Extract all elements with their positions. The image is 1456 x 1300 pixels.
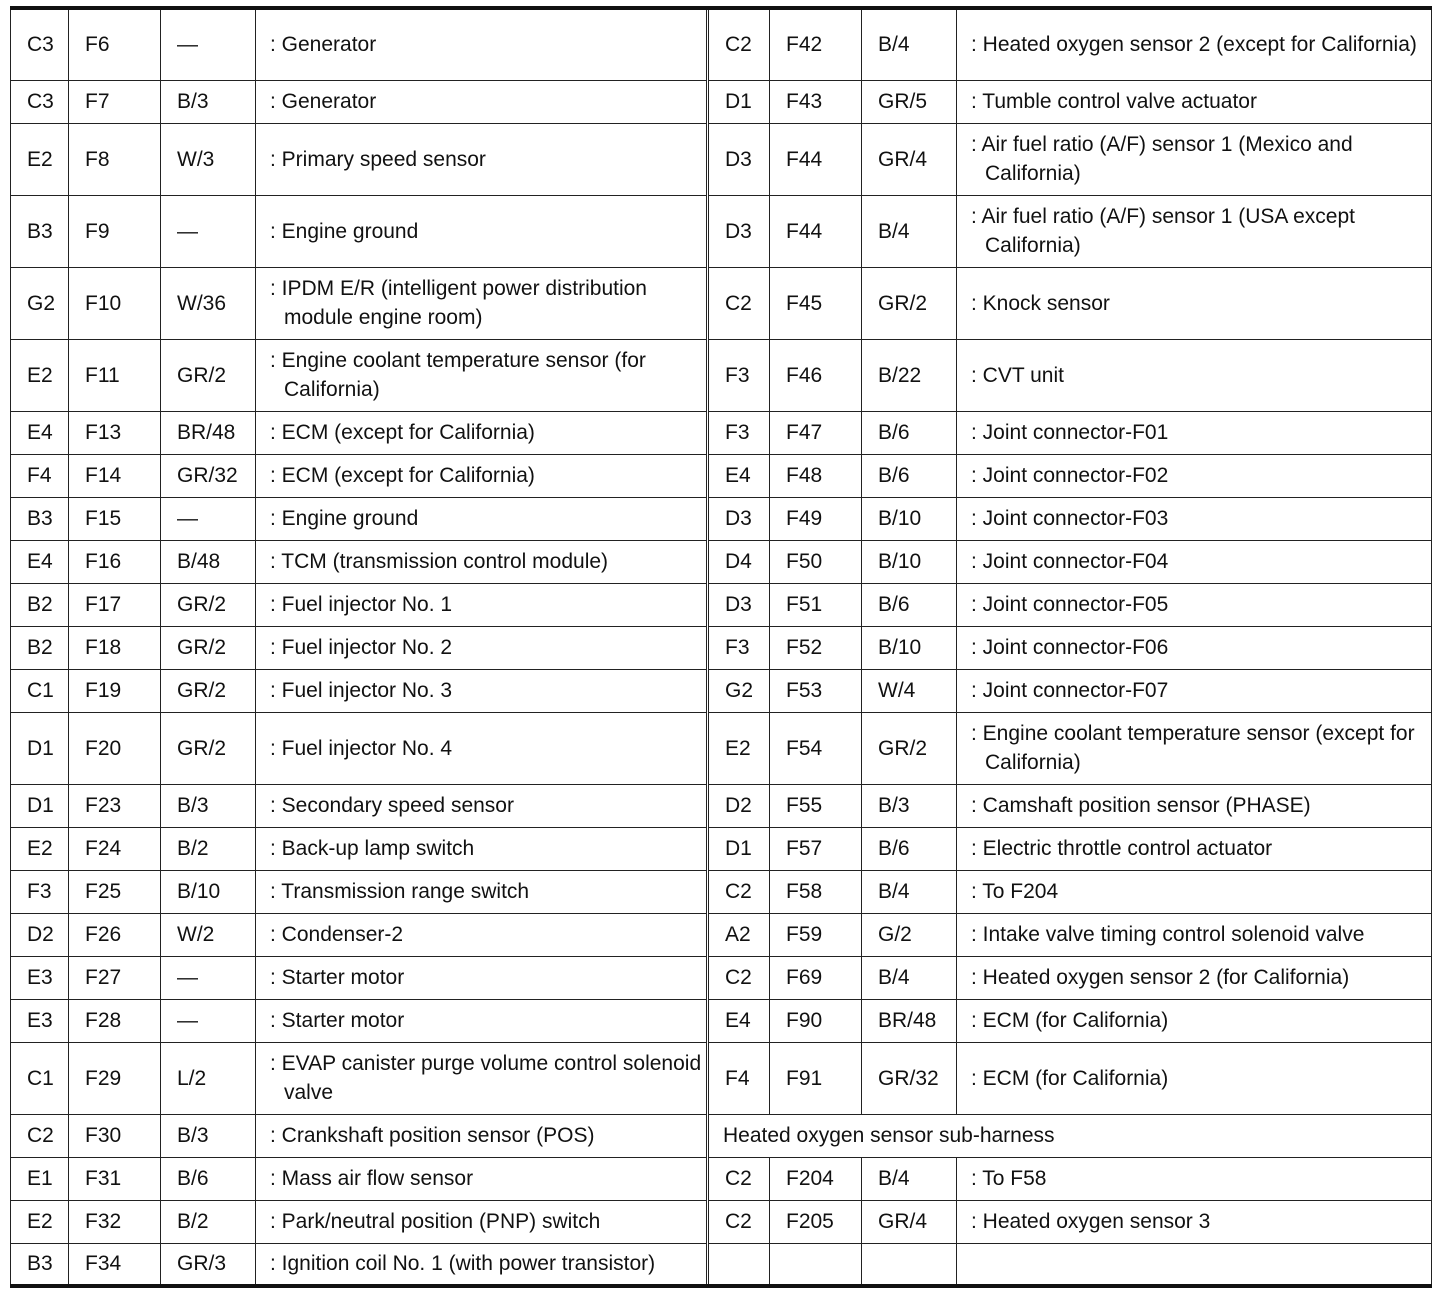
- left-connector-color-pins: —: [161, 999, 256, 1042]
- right-description-text: : Heated oxygen sensor 2 (for California): [971, 966, 1350, 989]
- left-connector-color-pins: —: [161, 195, 256, 267]
- right-connector-color-pins: GR/4: [862, 1200, 957, 1243]
- left-connector-color-pins: GR/2: [161, 669, 256, 712]
- right-description-text: : CVT unit: [971, 363, 1064, 387]
- left-grid-cell: G2: [11, 267, 69, 339]
- table-row: [11, 784, 1432, 827]
- left-connector-description: [256, 1200, 708, 1243]
- left-connector-number: F16: [69, 540, 161, 583]
- left-grid-cell: F4: [11, 454, 69, 497]
- left-grid-cell: F3: [11, 870, 69, 913]
- right-grid-cell: C2: [708, 1200, 770, 1243]
- right-grid-cell: C2: [708, 956, 770, 999]
- table-row: [11, 999, 1432, 1042]
- right-connector-color-pins: B/4: [862, 8, 957, 80]
- left-description-text: : Engine ground: [270, 219, 419, 243]
- left-connector-description: [256, 411, 708, 454]
- left-connector-description: [256, 80, 708, 123]
- left-connector-number: F9: [69, 195, 161, 267]
- left-grid-cell: E2: [11, 123, 69, 195]
- left-connector-description: [256, 712, 708, 784]
- right-description-text: : Camshaft position sensor (PHASE): [971, 794, 1311, 817]
- right-connector-description: [957, 669, 1432, 712]
- left-connector-color-pins: B/6: [161, 1157, 256, 1200]
- right-connector-description: [957, 626, 1432, 669]
- table-row: [11, 1157, 1432, 1200]
- right-connector-color-pins: B/4: [862, 195, 957, 267]
- table-row: [11, 583, 1432, 626]
- left-connector-color-pins: L/2: [161, 1042, 256, 1114]
- left-connector-description: [256, 827, 708, 870]
- left-connector-color-pins: B/2: [161, 827, 256, 870]
- left-grid-cell: C3: [11, 8, 69, 80]
- left-connector-number: F23: [69, 784, 161, 827]
- left-connector-color-pins: —: [161, 497, 256, 540]
- left-connector-color-pins: GR/2: [161, 626, 256, 669]
- right-description-text: : Air fuel ratio (A/F) sensor 1 (USA except California): [971, 205, 1355, 257]
- table-row: [11, 411, 1432, 454]
- left-connector-color-pins: GR/2: [161, 712, 256, 784]
- right-grid-cell: C2: [708, 870, 770, 913]
- left-connector-color-pins: B/2: [161, 1200, 256, 1243]
- table-row: [11, 8, 1432, 80]
- left-connector-description: [256, 1114, 708, 1157]
- left-grid-cell: B3: [11, 1243, 69, 1286]
- table-row: [11, 540, 1432, 583]
- left-connector-color-pins: B/48: [161, 540, 256, 583]
- right-description-text: : Knock sensor: [971, 291, 1110, 315]
- right-grid-cell: D1: [708, 827, 770, 870]
- right-grid-cell: C2: [708, 1157, 770, 1200]
- left-connector-number: F31: [69, 1157, 161, 1200]
- left-connector-number: F10: [69, 267, 161, 339]
- right-connector-number: [770, 1243, 862, 1286]
- table-row: [11, 669, 1432, 712]
- right-connector-number: F69: [770, 956, 862, 999]
- left-grid-cell: C2: [11, 1114, 69, 1157]
- left-description-text: : Secondary speed sensor: [270, 794, 514, 817]
- left-connector-number: F8: [69, 123, 161, 195]
- left-connector-number: F32: [69, 1200, 161, 1243]
- right-grid-cell: D2: [708, 784, 770, 827]
- left-connector-description: [256, 339, 708, 411]
- left-connector-description: [256, 123, 708, 195]
- right-description-text: : Joint connector-F03: [971, 507, 1169, 530]
- right-connector-description: [957, 540, 1432, 583]
- left-connector-description: [256, 626, 708, 669]
- right-grid-cell: E4: [708, 454, 770, 497]
- left-connector-description: [256, 497, 708, 540]
- right-description-text: : Electric throttle control actuator: [971, 837, 1273, 860]
- table-row: [11, 1200, 1432, 1243]
- right-connector-color-pins: B/4: [862, 956, 957, 999]
- left-connector-description: [256, 669, 708, 712]
- table-row: [11, 712, 1432, 784]
- left-connector-color-pins: —: [161, 8, 256, 80]
- right-grid-cell: D3: [708, 195, 770, 267]
- right-connector-description: [957, 999, 1432, 1042]
- right-description-text: : ECM (for California): [971, 1066, 1169, 1090]
- right-connector-description: [957, 784, 1432, 827]
- right-connector-number: F54: [770, 712, 862, 784]
- table-row: [11, 827, 1432, 870]
- right-connector-color-pins: GR/32: [862, 1042, 957, 1114]
- left-connector-number: F27: [69, 956, 161, 999]
- left-connector-number: F28: [69, 999, 161, 1042]
- table-row: [11, 1243, 1432, 1286]
- right-description-text: : Joint connector-F07: [971, 679, 1169, 702]
- right-connector-color-pins: GR/2: [862, 267, 957, 339]
- right-connector-number: F204: [770, 1157, 862, 1200]
- left-grid-cell: E1: [11, 1157, 69, 1200]
- left-description-text: : Park/neutral position (PNP) switch: [270, 1210, 601, 1233]
- left-grid-cell: E3: [11, 956, 69, 999]
- left-grid-cell: D1: [11, 712, 69, 784]
- left-connector-description: [256, 784, 708, 827]
- left-connector-description: [256, 195, 708, 267]
- right-connector-color-pins: [862, 1243, 957, 1286]
- left-connector-number: F6: [69, 8, 161, 80]
- left-description-text: : Condenser-2: [270, 923, 404, 946]
- left-grid-cell: E2: [11, 1200, 69, 1243]
- left-connector-description: [256, 454, 708, 497]
- right-connector-description: [957, 1157, 1432, 1200]
- right-connector-number: F205: [770, 1200, 862, 1243]
- right-connector-number: F90: [770, 999, 862, 1042]
- right-description-text: : To F58: [971, 1167, 1047, 1190]
- right-connector-number: F58: [770, 870, 862, 913]
- right-description-text: : Engine coolant temperature sensor (except for California): [971, 722, 1415, 774]
- table-row: [11, 195, 1432, 267]
- left-connector-color-pins: B/3: [161, 784, 256, 827]
- right-grid-cell: D4: [708, 540, 770, 583]
- left-connector-description: [256, 267, 708, 339]
- right-description-text: : Joint connector-F01: [971, 421, 1169, 444]
- right-connector-color-pins: B/3: [862, 784, 957, 827]
- right-connector-number: F55: [770, 784, 862, 827]
- right-connector-description: [957, 195, 1432, 267]
- left-connector-color-pins: GR/32: [161, 454, 256, 497]
- right-grid-cell: D3: [708, 497, 770, 540]
- left-description-text: : TCM (transmission control module): [270, 550, 609, 573]
- left-description-text: : Fuel injector No. 3: [270, 679, 453, 702]
- left-grid-cell: B2: [11, 583, 69, 626]
- left-description-text: : Primary speed sensor: [270, 147, 486, 171]
- right-connector-number: F46: [770, 339, 862, 411]
- right-connector-description: [957, 1200, 1432, 1243]
- right-connector-color-pins: B/10: [862, 540, 957, 583]
- left-description-text: : Generator: [270, 33, 377, 57]
- left-connector-color-pins: W/2: [161, 913, 256, 956]
- left-connector-color-pins: GR/3: [161, 1243, 256, 1286]
- left-connector-color-pins: B/10: [161, 870, 256, 913]
- right-connector-number: F52: [770, 626, 862, 669]
- right-description-text: : Joint connector-F02: [971, 464, 1169, 487]
- right-grid-cell: E2: [708, 712, 770, 784]
- right-grid-cell: F3: [708, 411, 770, 454]
- left-connector-number: F17: [69, 583, 161, 626]
- left-description-text: : Engine coolant temperature sensor (for California): [270, 349, 646, 401]
- right-grid-cell: C2: [708, 8, 770, 80]
- right-connector-description: [957, 870, 1432, 913]
- table-row: [11, 267, 1432, 339]
- left-connector-description: [256, 1157, 708, 1200]
- table-row: [11, 80, 1432, 123]
- left-connector-description: [256, 870, 708, 913]
- right-connector-color-pins: B/4: [862, 1157, 957, 1200]
- left-description-text: : Fuel injector No. 1: [270, 593, 453, 616]
- left-description-text: : Generator: [270, 90, 377, 113]
- table-row: [11, 1042, 1432, 1114]
- right-description-text: : To F204: [971, 880, 1059, 903]
- right-connector-number: F91: [770, 1042, 862, 1114]
- left-description-text: : Crankshaft position sensor (POS): [270, 1124, 595, 1147]
- right-connector-number: F44: [770, 195, 862, 267]
- table-row: [11, 123, 1432, 195]
- right-connector-color-pins: B/10: [862, 497, 957, 540]
- right-grid-cell: F3: [708, 626, 770, 669]
- connector-table: [10, 6, 1432, 1288]
- left-connector-number: F15: [69, 497, 161, 540]
- right-connector-number: F44: [770, 123, 862, 195]
- right-connector-description: [957, 583, 1432, 626]
- left-grid-cell: C1: [11, 669, 69, 712]
- right-description-text: : Heated oxygen sensor 2 (except for California): [971, 33, 1417, 57]
- right-grid-cell: G2: [708, 669, 770, 712]
- right-connector-number: F53: [770, 669, 862, 712]
- left-connector-color-pins: —: [161, 956, 256, 999]
- right-connector-color-pins: B/6: [862, 454, 957, 497]
- right-grid-cell: D1: [708, 80, 770, 123]
- left-grid-cell: E4: [11, 540, 69, 583]
- right-connector-number: F51: [770, 583, 862, 626]
- left-connector-number: F14: [69, 454, 161, 497]
- right-connector-color-pins: B/6: [862, 827, 957, 870]
- right-connector-color-pins: BR/48: [862, 999, 957, 1042]
- left-connector-number: F26: [69, 913, 161, 956]
- right-grid-cell: [708, 1243, 770, 1286]
- left-connector-number: F25: [69, 870, 161, 913]
- right-description-text: : Air fuel ratio (A/F) sensor 1 (Mexico and California): [971, 133, 1353, 185]
- right-connector-number: F49: [770, 497, 862, 540]
- right-grid-cell: D3: [708, 583, 770, 626]
- right-connector-number: F48: [770, 454, 862, 497]
- left-description-text: : Starter motor: [270, 966, 405, 989]
- left-description-text: : IPDM E/R (intelligent power distribution module engine room): [270, 277, 647, 329]
- right-connector-description: [957, 956, 1432, 999]
- right-description-text: : Intake valve timing control solenoid valve: [971, 923, 1365, 946]
- right-connector-number: F57: [770, 827, 862, 870]
- connector-table-body: [11, 8, 1432, 1286]
- right-connector-description: [957, 1042, 1432, 1114]
- right-description-text: : Tumble control valve actuator: [971, 90, 1257, 113]
- table-row: [11, 913, 1432, 956]
- left-grid-cell: E3: [11, 999, 69, 1042]
- left-connector-number: F11: [69, 339, 161, 411]
- left-connector-number: F13: [69, 411, 161, 454]
- right-connector-color-pins: GR/4: [862, 123, 957, 195]
- right-connector-description: [957, 8, 1432, 80]
- left-description-text: : Fuel injector No. 4: [270, 736, 453, 760]
- left-connector-color-pins: GR/2: [161, 339, 256, 411]
- right-connector-color-pins: W/4: [862, 669, 957, 712]
- left-connector-color-pins: B/3: [161, 1114, 256, 1157]
- left-description-text: : ECM (except for California): [270, 464, 535, 487]
- table-row: [11, 956, 1432, 999]
- table-row: [11, 1114, 1432, 1157]
- right-connector-number: F45: [770, 267, 862, 339]
- left-grid-cell: B2: [11, 626, 69, 669]
- right-connector-color-pins: B/10: [862, 626, 957, 669]
- right-connector-color-pins: G/2: [862, 913, 957, 956]
- right-grid-cell: F4: [708, 1042, 770, 1114]
- right-description-text: : Joint connector-F05: [971, 593, 1169, 616]
- left-connector-number: F20: [69, 712, 161, 784]
- right-connector-description: [957, 339, 1432, 411]
- table-row: [11, 454, 1432, 497]
- right-connector-description: [957, 267, 1432, 339]
- right-grid-cell: E4: [708, 999, 770, 1042]
- left-connector-description: [256, 999, 708, 1042]
- right-connector-color-pins: GR/5: [862, 80, 957, 123]
- right-connector-color-pins: B/22: [862, 339, 957, 411]
- left-grid-cell: E2: [11, 339, 69, 411]
- table-row: [11, 626, 1432, 669]
- left-connector-description: [256, 913, 708, 956]
- left-connector-number: F18: [69, 626, 161, 669]
- right-connector-number: F50: [770, 540, 862, 583]
- right-grid-cell: A2: [708, 913, 770, 956]
- right-connector-description: [957, 454, 1432, 497]
- table-row: [11, 870, 1432, 913]
- left-description-text: : Mass air flow sensor: [270, 1167, 474, 1190]
- left-description-text: : ECM (except for California): [270, 421, 535, 444]
- left-connector-color-pins: W/36: [161, 267, 256, 339]
- left-description-text: : Back-up lamp switch: [270, 837, 475, 860]
- connector-table-sheet: [10, 6, 1431, 1288]
- left-connector-number: F24: [69, 827, 161, 870]
- right-description-text: : Heated oxygen sensor 3: [971, 1210, 1211, 1233]
- left-grid-cell: D1: [11, 784, 69, 827]
- left-description-text: : Transmission range switch: [270, 880, 530, 903]
- left-grid-cell: C1: [11, 1042, 69, 1114]
- left-description-text: : EVAP canister purge volume control solenoid valve: [270, 1052, 702, 1104]
- right-grid-cell: C2: [708, 267, 770, 339]
- right-connector-number: F42: [770, 8, 862, 80]
- sub-harness-heading: Heated oxygen sensor sub-harness: [708, 1114, 1432, 1157]
- left-connector-color-pins: W/3: [161, 123, 256, 195]
- right-connector-color-pins: B/4: [862, 870, 957, 913]
- left-grid-cell: E4: [11, 411, 69, 454]
- left-connector-description: [256, 1042, 708, 1114]
- right-connector-description: [957, 497, 1432, 540]
- left-connector-color-pins: BR/48: [161, 411, 256, 454]
- right-connector-description: [957, 80, 1432, 123]
- right-connector-number: F43: [770, 80, 862, 123]
- right-connector-description: [957, 712, 1432, 784]
- right-connector-color-pins: B/6: [862, 583, 957, 626]
- left-grid-cell: C3: [11, 80, 69, 123]
- left-connector-color-pins: GR/2: [161, 583, 256, 626]
- right-connector-description: [957, 827, 1432, 870]
- table-row: [11, 339, 1432, 411]
- left-grid-cell: B3: [11, 195, 69, 267]
- right-connector-number: F59: [770, 913, 862, 956]
- right-connector-number: F47: [770, 411, 862, 454]
- right-connector-description: [957, 913, 1432, 956]
- left-grid-cell: E2: [11, 827, 69, 870]
- left-grid-cell: B3: [11, 497, 69, 540]
- left-connector-description: [256, 956, 708, 999]
- left-connector-description: [256, 583, 708, 626]
- right-connector-color-pins: GR/2: [862, 712, 957, 784]
- right-connector-description: [957, 1243, 1432, 1286]
- left-description-text: : Starter motor: [270, 1009, 405, 1032]
- left-connector-number: F19: [69, 669, 161, 712]
- right-grid-cell: F3: [708, 339, 770, 411]
- left-description-text: : Fuel injector No. 2: [270, 636, 453, 659]
- left-description-text: : Ignition coil No. 1 (with power transistor): [270, 1252, 656, 1276]
- right-connector-description: [957, 411, 1432, 454]
- right-description-text: : Joint connector-F06: [971, 636, 1169, 659]
- right-description-text: : Joint connector-F04: [971, 550, 1169, 573]
- left-connector-description: [256, 1243, 708, 1286]
- left-connector-number: F29: [69, 1042, 161, 1114]
- right-connector-color-pins: B/6: [862, 411, 957, 454]
- table-row: [11, 497, 1432, 540]
- left-connector-number: F30: [69, 1114, 161, 1157]
- left-connector-description: [256, 8, 708, 80]
- left-connector-color-pins: B/3: [161, 80, 256, 123]
- left-connector-number: F7: [69, 80, 161, 123]
- left-description-text: : Engine ground: [270, 507, 419, 530]
- left-connector-number: F34: [69, 1243, 161, 1286]
- right-connector-description: [957, 123, 1432, 195]
- right-grid-cell: D3: [708, 123, 770, 195]
- left-grid-cell: D2: [11, 913, 69, 956]
- left-connector-description: [256, 540, 708, 583]
- right-description-text: : ECM (for California): [971, 1009, 1169, 1032]
